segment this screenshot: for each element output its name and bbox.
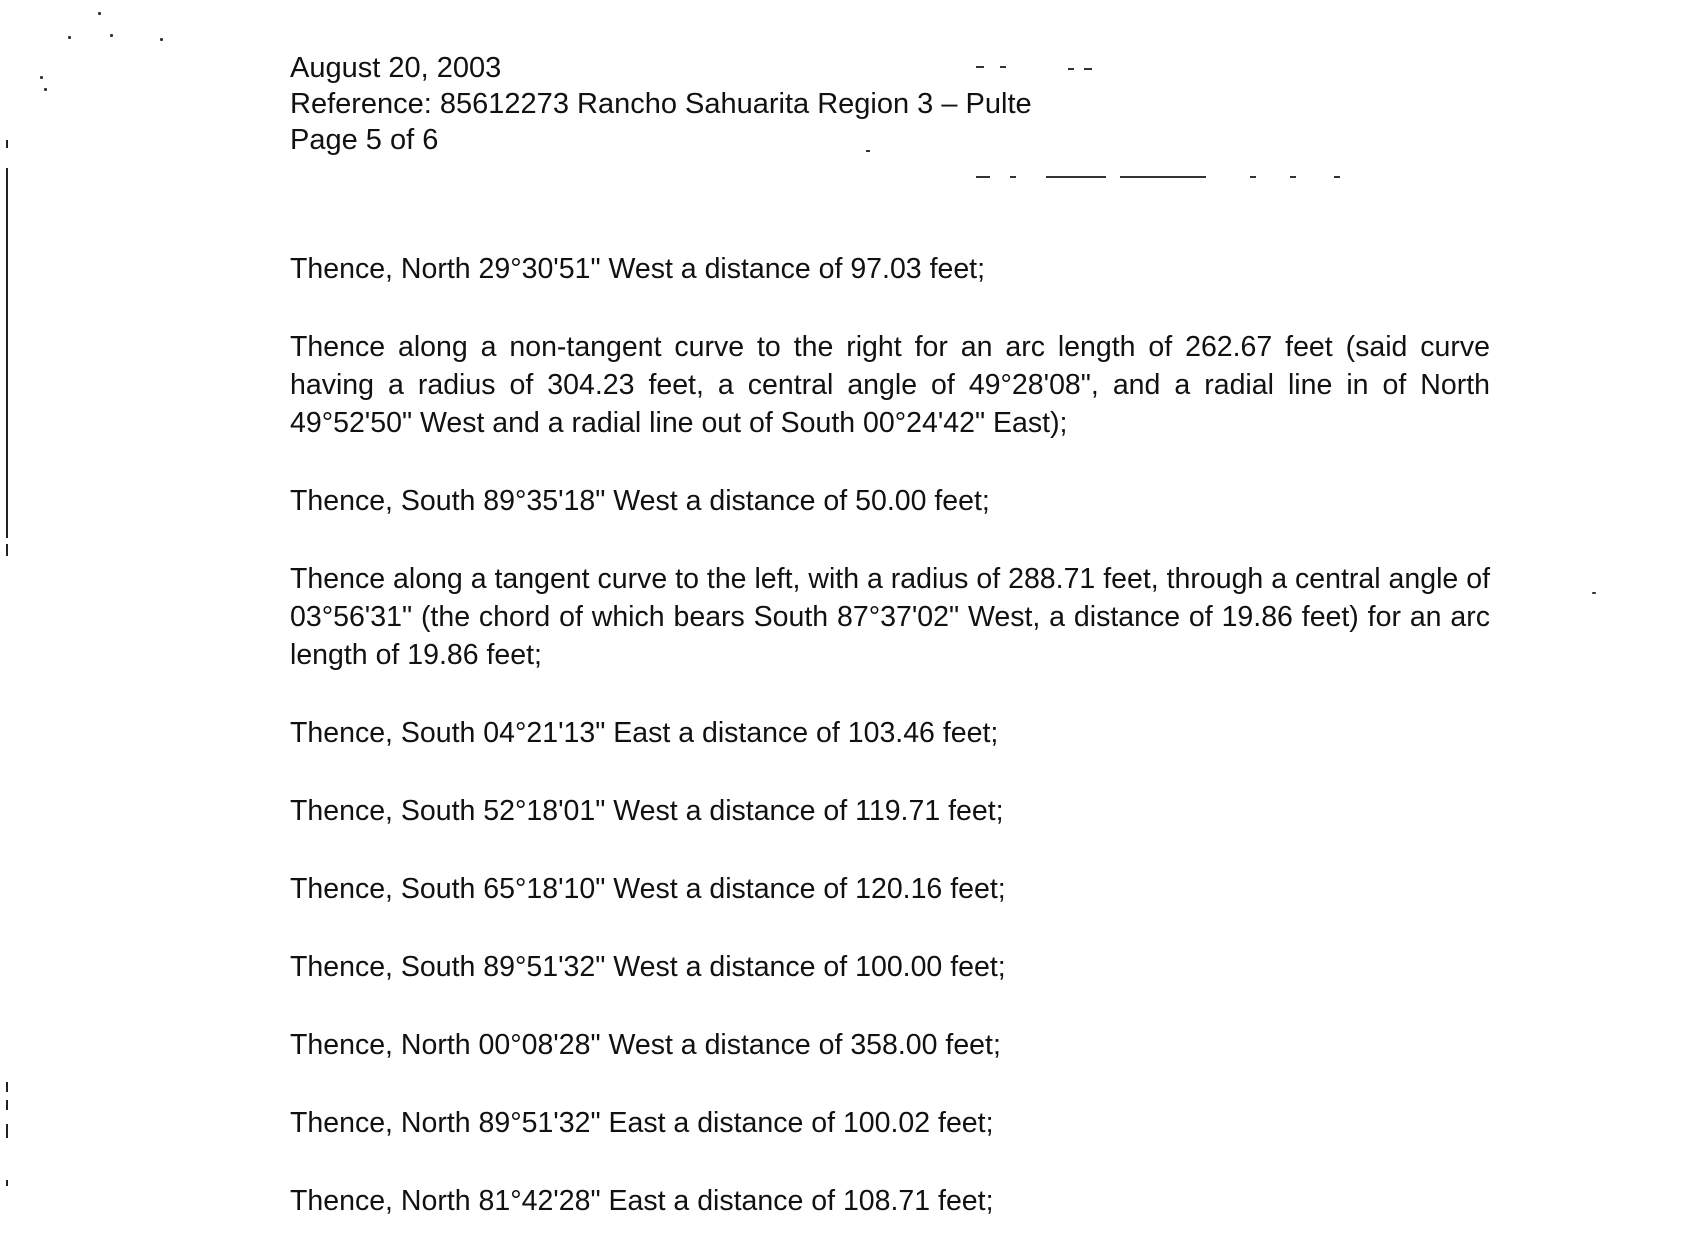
course-paragraph: Thence, South 89°51'32" West a distance of 100.00 feet; [290, 951, 1006, 983]
course-paragraph: Thence, North 00°08'28" West a distance of 358.00 feet; [290, 1029, 1001, 1061]
scan-dash [1334, 176, 1340, 178]
header-date: August 20, 2003 [290, 52, 502, 84]
scan-edge-line [6, 1100, 8, 1110]
scan-dash [1010, 176, 1016, 178]
scan-dash [1046, 176, 1106, 178]
scan-speck [44, 88, 47, 91]
course-paragraph: Thence along a tangent curve to the left, with a radius of 288.71 feet, through a central angle of 03°56'31" (the chord of which bears South 87°37'02" West, a distance of 19.86 feet) for an arc length of 19.86 feet; [290, 563, 1490, 671]
header-reference: Reference: 85612273 Rancho Sahuarita Region 3 – Pulte [290, 88, 1032, 120]
course-paragraph: Thence, North 89°51'32" East a distance of 100.02 feet; [290, 1107, 994, 1139]
scan-edge-line [6, 1124, 8, 1138]
course-paragraph: Thence, North 81°42'28" East a distance of 108.71 feet; [290, 1185, 994, 1217]
scan-dash [1084, 68, 1092, 70]
scan-edge-line [6, 1082, 8, 1092]
scan-speck [40, 76, 43, 79]
course-paragraph: Thence, South 04°21'13" East a distance of 103.46 feet; [290, 717, 999, 749]
course-paragraph: Thence, South 52°18'01" West a distance of 119.71 feet; [290, 795, 1004, 827]
scan-edge-line [6, 168, 8, 538]
scan-speck [68, 36, 71, 39]
scan-speck [98, 12, 101, 15]
scan-edge-line [6, 140, 8, 148]
header-page-number: Page 5 of 6 [290, 124, 439, 156]
letter-header [290, 50, 1032, 158]
scan-dash [976, 176, 990, 178]
scan-edge-line [6, 1180, 8, 1186]
legal-description [290, 250, 1490, 1260]
scan-dash [1290, 176, 1296, 178]
course-paragraph: Thence, South 89°35'18" West a distance of 50.00 feet; [290, 485, 990, 517]
course-paragraph: Thence, South 65°18'10" West a distance of 120.16 feet; [290, 873, 1006, 905]
course-paragraph: Thence along a non-tangent curve to the right for an arc length of 262.67 feet (said curve having a radius of 304.23 feet, a central angle of 49°28'08", and a radial line in of North 49°52'50" West and a radial line out of South 00°24'42" East); [290, 331, 1490, 439]
scan-dash [1250, 176, 1256, 178]
scan-edge-line [6, 544, 8, 556]
scan-speck [110, 34, 113, 37]
scan-speck [160, 38, 163, 41]
scan-dash [1120, 176, 1206, 178]
scan-dash [1068, 68, 1074, 70]
course-paragraph: Thence, North 29°30'51" West a distance of 97.03 feet; [290, 253, 986, 285]
scan-speck [1592, 592, 1596, 594]
